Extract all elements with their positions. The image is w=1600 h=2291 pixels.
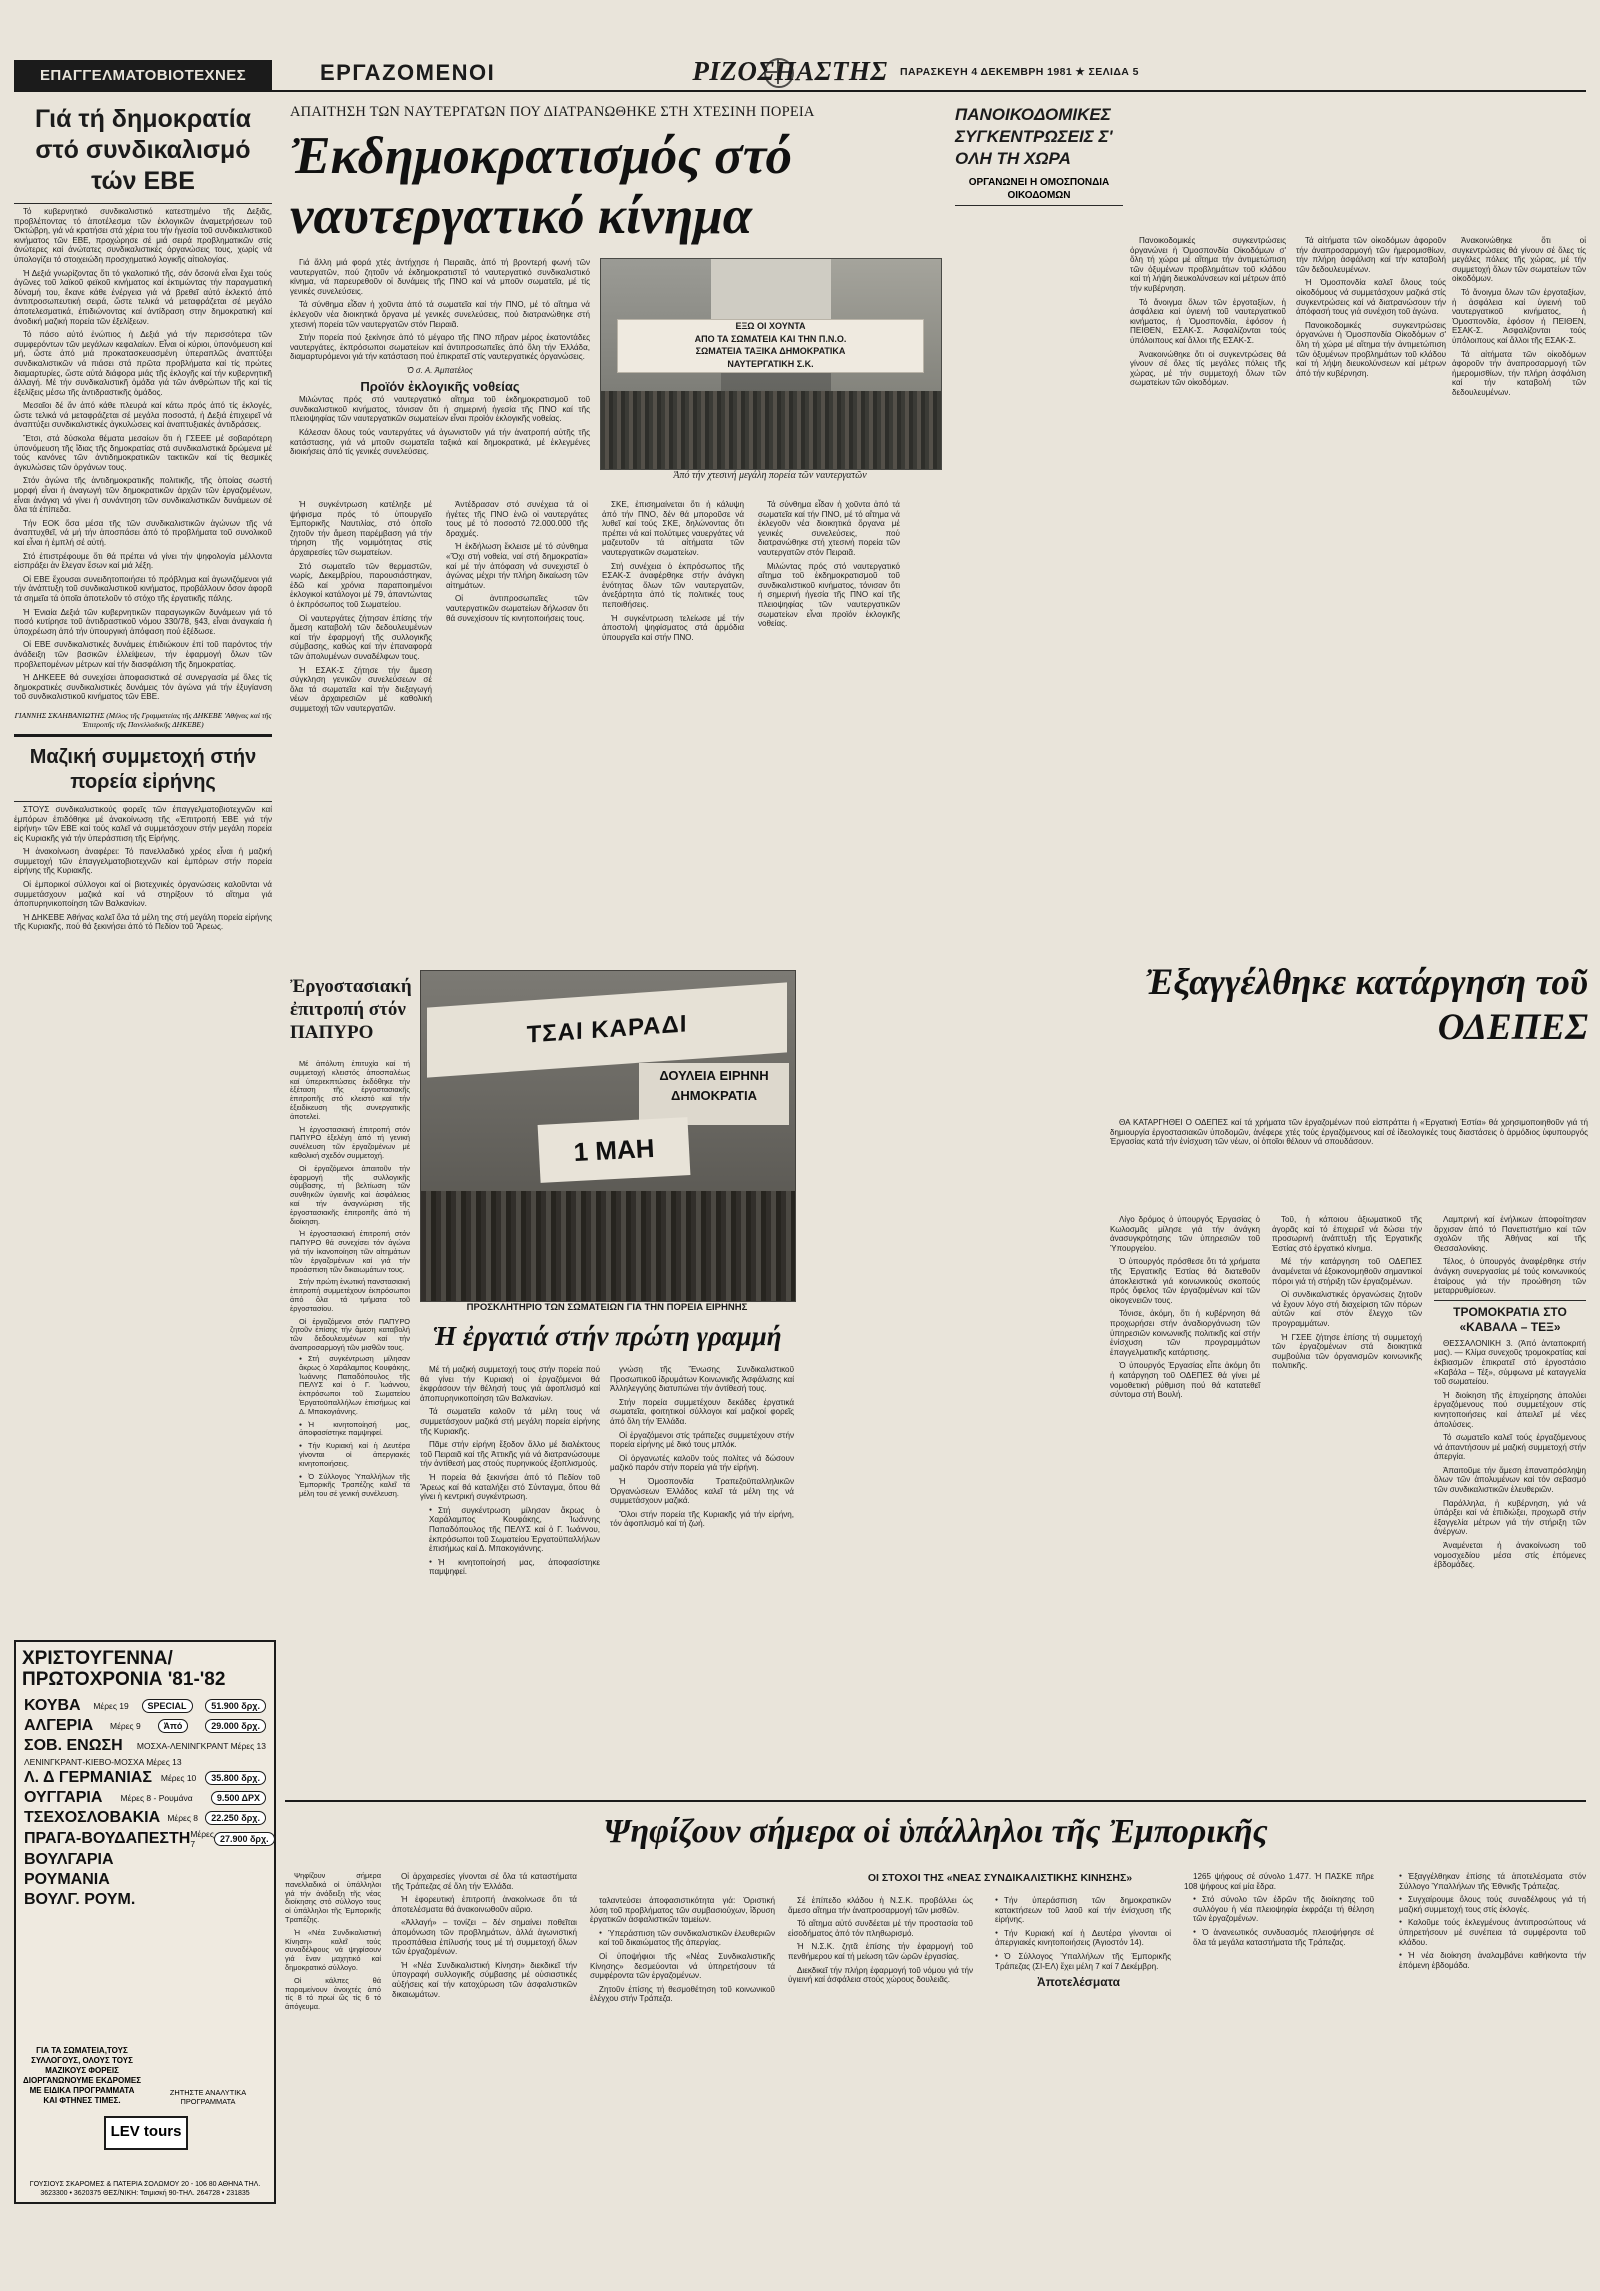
banner-1mai: [538, 1117, 691, 1183]
ad-row[interactable]: [16, 1768, 274, 1788]
bottom-column-3: [788, 1896, 973, 1989]
paragraph: Λίγο δρόμος ὁ ὑπουργός Ἐργασίας ὁ Κωλοσμᾶς μίλησε γιά τήν ἀνάγκη ἀνασυγκρότησης τῶν ὑπηρεσιῶν τοῦ Ὑπουργείου.: [1110, 1215, 1260, 1253]
paragraph: Τό σωματεῖο καλεῖ τούς ἐργαζόμενους νά ἀπαντήσουν μέ μαζική συμμετοχή στήν ἀπεργία.: [1434, 1433, 1586, 1462]
paragraph: Ψηφίζουν σήμερα πανελλαδικά οἱ ὑπάλληλοι γιά τήν ἀνάδειξη τῆς νέας διοίκησης στό σύλλογο τους οἱ ὑπάλληλοι τῆς Ἐμπορικῆς Τραπέζης.: [285, 1871, 381, 1924]
paragraph: Οἱ ἀρχαιρεσίες γίνονται σέ ὅλα τά καταστήματα τῆς Τράπεζας σέ ὅλη τήν Ἑλλάδα.: [392, 1872, 577, 1891]
bullet-item: ● Καλοῦμε τούς ἐκλεγμένους ἀντιπροσώπους νά ὑπηρετήσουν μέ συνέπεια τά συμφέροντα τοῦ κλάδου.: [1390, 1918, 1586, 1947]
center-lower-columns: [290, 500, 940, 717]
paragraph: Ἡ ἐργοστασιακή ἐπιτροπή στόν ΠΑΠΥΡΟ θά συνεχίσει τόν ἀγώνα γιά τήν ἱκανοποίηση τῶν αἰτημάτων τῶν ἐργαζομένων καί γιά τήν προάσπιση τῶν δικαιωμάτων τους.: [290, 1229, 410, 1274]
banner-douleia-eirini: [639, 1063, 789, 1125]
divider: [14, 203, 272, 204]
right-column-2: [1296, 104, 1446, 382]
paragraph: Οἱ ἐργαζόμενοι στόν ΠΑΠΥΡΟ ζητοῦν ἐπίσης τήν ἄμεση καταβολή τῶν δεδουλευμένων καί τήν ἀναπροσαρμογή τῶν μισθῶν τους.: [290, 1316, 410, 1352]
ad-days: Μέρες 8: [167, 1813, 199, 1823]
masthead-section-title: ΕΡΓΑΖΟΜΕΝΟΙ: [320, 60, 496, 85]
ad-destination: ΚΟΥΒΑ: [24, 1697, 81, 1714]
paragraph: Τά αἰτήματα τῶν οἰκοδόμων ἀφοροῦν τήν ἀναπροσαρμογή τῶν ἡμερομισθίων, τήν πλήρη ἀσφάλιση καί τήν καταβολή τῶν δεδουλευμένων.: [1296, 236, 1446, 274]
paragraph: Οἱ ὀργανωτές καλοῦν τούς πολίτες νά δώσουν μαζικό παρόν στήν πορεία γιά τήν εἰρήνη.: [610, 1453, 794, 1473]
paragraph: Ἡ Ἑνιαία Δεξιά τῶν κυβερνητικῶν παραγωγικῶν δυνάμεων γιά τό ποσό κυτίρησε τοῦ ἀντιδραστικοῦ νόμου 330/78, §43, εἶναι ἀναγκαία ἡ ὑποχρέωση ἀπό τήν ὑπουργική ἀπόφαση πού ἐξέδωσε.: [14, 607, 272, 636]
paragraph: Οἱ ὑποψήφιοι τῆς «Νέας Συνδικαλιστικῆς Κίνησης» δεσμεύονται νά ὑπηρετήσουν τά συμφέροντα τῶν ἐργαζομένων.: [590, 1951, 775, 1981]
paragraph: Σέ ἐπίπεδο κλάδου ἡ Ν.Σ.Κ. προβάλλει ὡς ἄμεσο αἴτημα τήν ἀναπροσαρμογή τῶν μισθῶν.: [788, 1896, 973, 1915]
paragraph: Ἡ ἀνακοίνωση ἀναφέρει: Τό πανελλαδικό χρέος εἶναι ἡ μαζική συμμετοχή τῶν ἐπαγγελματοβιοτεχνῶν καί ἐμπόρων στήν πορεία εἰρήνης τῆς Κυριακῆς.: [14, 847, 272, 876]
ad-badge: 22.250 δρχ.: [205, 1811, 266, 1825]
paper-logo-text: ΡΙΖΟΣΠΑΣΤΗΣ: [692, 56, 888, 86]
paragraph: Οἱ ΕΒΕ ἔχουσαι συνειδητοποιήσει τό πρόβλημα καί ἀγωνιζόμενοι γιά τήν ἀνάπτυξη τοῦ συνδικαλιστικοῦ κινήματος, προβάλλουν ὅσον ἀφορᾶ τά σημεῖα τά ὁποῖα ἀποτελοῦν τό στόχο τῆς ἐργατικῆς πάλης.: [14, 574, 272, 603]
results-subhead: Ἀποτελέσματα: [1037, 1975, 1120, 1990]
bullet-item: ● Στή συγκέντρωση μίλησαν ἄκρως ὁ Χαράλαμπος Κουφάκης, Ἰωάννης Παπαδόπουλος τῆς ΠΕΛΥΣ καί ὁ Γ. Ἰωάννου, ἐκπρόσωποι τοῦ Σωματείου Ἐργατοϋπαλλήλων ἐπισήμως καί Δ. Μπακογιάννης.: [420, 1506, 600, 1554]
paragraph: Τά σωματεῖα καλοῦν τά μέλη τους νά συμμετάσχουν μαζικά στή μεγάλη πορεία εἰρήνης τῆς Κυριακῆς.: [420, 1407, 600, 1436]
photo-crowd: [601, 391, 941, 469]
ad-badge: 27.900 δρχ.: [214, 1832, 275, 1846]
odepes-column-1: [1110, 1215, 1260, 1404]
panoikodomikes-subtitle: ΟΡΓΑΝΩΝΕΙ Η ΟΜΟΣΠΟΝΔΙΑ ΟΙΚΟΔΟΜΩΝ: [968, 177, 1110, 201]
papyros-body: [290, 1060, 410, 1357]
ad-row[interactable]: [16, 1850, 274, 1870]
paragraph: Στήν πρώτη ἑνωτική πανστασιακή ἐπιτροπή συμμετέχουν ἐκπρόσωποι ἀπό ὅλα τά τμήματα τοῦ ἐργοστασίου.: [290, 1277, 411, 1313]
bottom-column-1: [392, 1872, 577, 2003]
paragraph: Ὁ ὑπουργός πρόσθεσε ὅτι τά χρήματα τῆς Ἐργατικῆς Ἑστίας θά διατεθοῦν ἀποκλειστικά γιά κοινωνικούς σκοπούς πρός ὄφελος τῶν ἐργαζομένων καί τῶν οἰκογενειῶν τους.: [1110, 1257, 1260, 1305]
paragraph: Ἡ συγκέντρωση τελείωσε μέ τήν ἀποστολή ψηφίσματος στά ἁρμόδια ὑπουργεῖα καί στήν ΠΝΟ.: [602, 613, 744, 642]
paragraph: ταλαντεύσει ἀποφασιστικότητα γιά: Ὁριστική λύση τοῦ προβλήματος τῶν συμβασιούχων, ἴδρυση ἐργατικῶν ἀσφαλιστικῶν ταμείων.: [590, 1896, 775, 1925]
ad-title: ΧΡΙΣΤΟΥΓΕΝΝΑ/ ΠΡΩΤΟΧΡΟΝΙΑ '81-'82: [22, 1648, 226, 1690]
paragraph: Λαμπρινή καί ἐνήλικων ἀποφοίτησαν ἄρχισαν ἀπό τό Πανεπιστήμιο καί τῶν σχολῶν τῆς Ἀθήνας καί τῆς Θεσσαλονίκης.: [1434, 1215, 1586, 1253]
banner-line: ΑΠΟ ΤΑ ΣΩΜΑΤΕΙΑ ΚΑΙ ΤΗΝ Π.Ν.Ο.: [694, 333, 847, 344]
ad-row[interactable]: [16, 1788, 274, 1808]
paragraph: Τόνισε, ἀκόμη, ὅτι ἡ κυβέρνηση θά προχωρήσει στήν ἀναδιοργάνωση τῶν ὑπηρεσιῶν κοινωνικῆς πολιτικῆς καί στήν ἐνίσχυση τῶν προγραμμάτων ἐπαγγελματικῆς κατάρτισης.: [1110, 1309, 1260, 1357]
paragraph: Οἱ συνδικαλιστικές ὀργανώσεις ζητοῦν νά ἔχουν λόγο στή διαχείριση τῶν πόρων αὐτῶν καί στόν ἔλεγχο τῶν προγραμμάτων.: [1272, 1290, 1422, 1328]
paragraph: Τέλος, ὁ ὑπουργός ἀναφέρθηκε στήν ἀνάγκη συνεργασίας μέ τούς κοινωνικούς ἑταίρους γιά τήν προώθηση τῶν μεταρρυθμίσεων.: [1434, 1257, 1586, 1296]
bullet-item: ● Ὑπεράσπιση τῶν συνδικαλιστικῶν ἐλευθεριῶν καί τοῦ δικαιώματος τῆς ἀπεργίας.: [590, 1929, 775, 1948]
odepes-column-2: [1272, 1215, 1422, 1375]
paragraph: Παράλληλα, ἡ κυβέρνηση, γιά νά ὑπάρξει καί νά ἐπιδιώξει, προχωρᾶ στήν ἐξαγγελία μέτρων γιά τήν στήριξη τῶν ἀνέργων.: [1434, 1498, 1586, 1537]
center-column-4: [602, 500, 744, 717]
ad-days: Μέρες 7: [190, 1829, 214, 1849]
banner-text: ΔΟΥΛΕΙΑ ΕΙΡΗΝΗ ΔΗΜΟΚΡΑΤΙΑ: [659, 1068, 769, 1103]
ad-row[interactable]: [16, 1890, 274, 1910]
panoikodomikes-title: ΠΑΝΟΙΚΟΔΟΜΙΚΕΣ ΣΥΓΚΕΝΤΡΩΣΕΙΣ Σ' ΟΛΗ ΤΗ ΧΩΡΑ: [955, 105, 1113, 168]
ad-row[interactable]: [16, 1870, 274, 1890]
paragraph: Μιλώντας πρός στό ναυτεργατικό αἴτημα τοῦ ἐκδημοκρατισμοῦ τοῦ συνδικαλιστικοῦ κινήματος, τόνισαν ὅτι ἡ σημερινή ἡγεσία τῆς ΠΝΟ καί τῆς πλειοψηφίας τῶν ναυτεργατικῶν σωματείων εἶναι προϊόν ἐκλογικῆς νοθείας.: [290, 395, 590, 424]
paragraph: Ἡ ἐργοστασιακή ἐπιτροπή στόν ΠΑΠΥΡΟ ἐξελέγη ἀπό τή γενική συνέλευση τῶν ἐργαζομένων μέ καθολική σχεδόν συμμετοχή.: [290, 1124, 410, 1160]
paragraph: Κάλεσαν ὅλους τούς ναυτεργάτες νά ἀγωνιστοῦν γιά τήν ἀνατροπή αὐτῆς τῆς κατάστασης, γιά νά μποῦν σωματεῖα ταξικά καί δημοκρατικά, μέ ἐκλεγμένες διοικήσεις ἀπό τίς γενικές συνελεύσεις.: [290, 427, 590, 457]
divider: [955, 205, 1123, 206]
bullet-item: ● Ὁ Σύλλογος Ὑπαλλήλων τῆς Ἐμπορικῆς Τραπέζης καλεῖ τά μέλη του σέ γενική συνέλευση.: [290, 1473, 410, 1499]
right-column-1: [1130, 104, 1286, 392]
peace-march-photo: [420, 970, 796, 1302]
ad-row[interactable]: [16, 1736, 274, 1756]
peace-march-headline: Μαζική συμμετοχή στήν πορεία εἰρήνης: [29, 745, 257, 793]
paragraph: ΣΤΟΥΣ συνδικαλιστικούς φορεῖς τῶν ἐπαγγελματοβιοτεχνῶν καί ἐμπόρων ἐπιδόθηκε μέ ἀνακοίνωση τῆς «Ἐπιτροπή ἙΒΕ γιά τήν εἰρήνη» τῶν ΕΒΕ καί τούς καλεῖ νά συμμετάσχουν στήν μεγάλη πορεία εἰς Κυριακῆς γιά τήν ὑπεράσπιση τῆς Εἰρήνης.: [14, 804, 272, 843]
ad-days: ΜΟΣΧΑ-ΛΕΝΙΝΓΚΡΑΝΤ Μέρες 13: [136, 1741, 266, 1751]
paragraph: Στήν πορεία συμμετέχουν δεκάδες ἐργατικά σωματεῖα, φοιτητικοί σύλλογοι καί μαζικοί φορεῖς ἀπό ὅλη τήν Ἑλλάδα.: [610, 1397, 794, 1426]
ad-days: Μέρες 19: [93, 1701, 129, 1711]
left-column: [14, 104, 272, 936]
center-column-1: [290, 258, 590, 461]
ebe-article-body: [14, 207, 272, 706]
paragraph: Μεσαῖοι δέ ἄν ἀπό κάθε πλευρά καί κάτω πρός ἀπό τίς ἐκλογές, ὥστε τελικά νά μεταφράζεται σέ μεγάλα ποσοστά, ἡ Δεξιά ἐπιχειρεῖ νά ἀναπτύξει συνδικαλιστικές ἀγκυλώσεις καί ἀναπτυξιακές ἀντιδράσεις.: [14, 401, 272, 430]
paragraph: Μιλώντας πρός στό ναυτεργατικό αἴτημα τοῦ ἐκδημοκρατισμοῦ τοῦ συνδικαλιστικοῦ κινήματος, τόνισαν ὅτι ἡ σημερινή ἡγεσία τῆς ΠΝΟ καί τῆς πλειοψηφίας τῶν ναυτεργατικῶν σωματείων εἶναι προϊόν ἐκλογικῆς νοθείας.: [758, 561, 900, 629]
paragraph: Ἡ Ν.Σ.Κ. ζητᾶ ἐπίσης τήν ἐφαρμογή τοῦ πενθήμερου καί τή μείωση τῶν ὡρῶν ἐργασίας.: [788, 1942, 973, 1961]
paragraph: Οἱ ἐργαζόμενοι ἀπαιτοῦν τήν ἐφαρμογή τῆς συλλογικῆς σύμβασης, τή βελτίωση τῶν συνθηκῶν ὑγιεινῆς καί ἀσφάλειας καί τήν ἀναγνώριση τῆς ἐργοστασιακῆς ἐπιτροπῆς ἀπό τή διοίκηση.: [290, 1163, 410, 1226]
bottom-headline: Ψηφίζουν σήμερα οἱ ὑπάλληλοι τῆς Ἐμπορικῆς: [603, 1813, 1268, 1850]
protest-banner: [617, 319, 924, 373]
paper-logo: [690, 56, 890, 90]
center-column-3: [446, 500, 588, 717]
paragraph: Πᾶμε στήν εἰρήνη ἕξοδον ἄλλο μέ διαλέκτους τοῦ Πειραιᾶ καί τῆς Ἀττικῆς γιά νά διατρανώσουμε τήν ἀντίθεσή μας στούς πυρηνικούς ἐξοπλισμούς.: [420, 1440, 600, 1469]
paragraph: Ἡ Ὁμοσπονδία Τραπεζοϋπαλληλικῶν Ὀργανώσεων Ἑλλάδος καλεῖ τά μέλη της νά συμμετάσχουν μαζικά.: [610, 1476, 794, 1506]
paragraph: Ἡ Δεξιά γνωρίζοντας ὅτι τό γκαλοπικό τῆς, σάν ὅσοινά εἶναι ἔχει τούς ἀγῶνες τοῦ λαϊκοῦ φεϊκοῦ κινήματος καί ἐκτιμώντας τήν παραγματική δύναμή του, ἔκανε κάθε ἐνέργεια γιά νά βρεθεῖ αὐτό ἐκλεκτό ἀπό ἀντιπροσωπευτική σειρά, ὥστε τελικά νά μεταφράζεται σέ μεγάλο ἀποτελεσματικά, ἐπιδιώνοντας καί ἀντίδραση στην δημοκρατική καί ἀνοδική μαζική πορεία τῶν ἐξελίξεων.: [14, 268, 272, 326]
ad-groups-note: ΓΙΑ ΤΑ ΣΩΜΑΤΕΙΑ,ΤΟΥΣ ΣΥΛΛΟΓΟΥΣ, ΟΛΟΥΣ ΤΟΥΣ ΜΑΖΙΚΟΥΣ ΦΟΡΕΙΣ ΔΙΟΡΓΑΝΩΝΟΥΜΕ ΕΚΔΡΟΜΕΣ ΜΕ ΕΙΔΙΚΑ ΠΡΟΓΡΑΜΜΑΤΑ ΚΑΙ ΦΤΗΝΕΣ ΤΙΜΕΣ.: [23, 2046, 141, 2105]
bullet-item: ● Τήν Κυριακή καί ἡ Δευτέρα γίνονται οἱ ἀπεργιακές κινητοποιήσεις.: [290, 1442, 410, 1468]
paragraph: Τό αἴτημα αὐτό συνδέεται μέ τήν προστασία τοῦ εἰσοδήματος ἀπό τόν πληθωρισμό.: [788, 1919, 973, 1938]
paragraph: Μέ τή μαζική συμμετοχή τους στήν πορεία πού θά γίνει τήν Κυριακή οἱ ἐργαζόμενοι θά ἐκφράσουν τήν θέλησή τους γιά ἀφοπλισμό καί ἀποπυρηνικοποίηση τῶν Βαλκανίων.: [420, 1365, 600, 1403]
paragraph: Ἡ «Νέα Συνδικαλιστική Κίνηση» καλεῖ τούς συναδέλφους νά ψηφίσουν γιά ἕναν μαχητικό καί δημοκρατικό σύλλογο.: [285, 1927, 381, 1972]
banner-text: 1 ΜΑΗ: [572, 1132, 656, 1168]
terrorism-headline: ΤΡΟΜΟΚΡΑΤΙΑ ΣΤΟ «ΚΑΒΑΛΑ – ΤΕΞ»: [1453, 1304, 1567, 1334]
banner-text: ΤΣΑΙ ΚΑΡΑΔΙ: [526, 1010, 688, 1049]
divider: [285, 1800, 1586, 1802]
paragraph: Ἀναμένεται ἡ ἀνακοίνωση τοῦ νομοσχεδίου μέσα στίς ἑπόμενες ἑβδομάδες.: [1434, 1541, 1586, 1570]
paragraph: Ἡ ΕΣΑΚ-Σ ζήτησε τήν ἄμεση σύγκληση γενικῶν συνελεύσεων σέ ὅλα τά σωματεῖα καί τήν διεξαγωγή νέων ἀρχαιρεσιῶν μέ καθολική συμμετοχή τῶν ναυτεργατῶν.: [290, 665, 432, 713]
paragraph: Οἱ κάλπες θά παραμείνουν ἀνοιχτές ἀπό τίς 8 τό πρωί ὥς τίς 6 τό ἀπόγευμα.: [285, 1975, 381, 2012]
bullet-item: ● Ἡ κινητοποίησή μας, ἀποφασίστηκε παμψηφεί.: [290, 1421, 410, 1439]
paragraph: Στόν ἀγώνα τῆς ἀντιδημοκρατικῆς πολιτικῆς, τῆς ὁποίας σωστή μορφή εἶναι ἡ ἀναγωγή τῶν δημοκρατικῶν ἀρχῶν τῶν ἐργαζομένων, εἶναι ἀνάγκη νά γίνει ἡ συνάντηση τῶν συνδικαλιστικῶν δυνάμεων σέ ὅλα τά ἐπίπεδα.: [14, 476, 272, 515]
ad-days: ΛΕΝΙΝΓΚΡΑΝΤ-ΚΙΕΒΟ-ΜΟΣΧΑ Μέρες 13: [24, 1757, 182, 1767]
divider: [14, 734, 272, 737]
paragraph: Τά αἰτήματα τῶν οἰκοδόμων ἀφοροῦν τήν ἀναπροσαρμογή τῶν ἡμερομισθίων, τήν πλήρη ἀσφάλιση καί τήν καταβολή τῶν δεδουλευμένων.: [1452, 349, 1586, 397]
agency-logo[interactable]: LEV tours: [104, 2116, 188, 2150]
ad-row[interactable]: [16, 1808, 274, 1828]
paragraph: ΘΕΣΣΑΛΟΝΙΚΗ 3. (Ἀπό ἀνταποκριτή μας). — Κλίμα συνεχοῦς τρομοκρατίας καί ἐκβιασμῶν ἐπικρατεῖ στό ἐργοστάσιο «Καβάλα – Τέξ», σύμφωνα μέ καταγγελία τοῦ σωματείου.: [1434, 1338, 1586, 1387]
banner-line: ΕΞΩ ΟΙ ΧΟΥΝΤΑ: [735, 321, 806, 331]
paragraph: Μέ ἀπόλυτη ἐπιτυχία καί τή συμμετοχή κλειστός ἀποσπαλέως καί ὑπερεκπτώσεις ἐκδόθηκε τήν ἐξέταση τῆς ἐργοστασιακῆς ἐπιτροπῆς στό κλειστό καί τήν ἐξειδίκευση τῆς συνεργατικῆς ἀποτελεί.: [290, 1059, 410, 1121]
paragraph: Στή συνέχεια ὁ ἐκπρόσωπος τῆς ΕΣΑΚ-Σ ἀναφέρθηκε στήν ἀνάγκη ἑνότητας ὅλων τῶν ναυτεργατῶν, ἀνεξάρτητα ἀπό τίς πολιτικές τους πεποιθήσεις.: [602, 561, 744, 609]
paragraph: Ἡ «Νέα Συνδικαλιστική Κίνηση» διεκδικεῖ τήν ὑπογραφή συλλογικῆς σύμβασης μέ οὐσιαστικές αὐξήσεις καί τήν κατοχύρωση τῶν ἀσφαλιστικῶν δικαιωμάτων.: [392, 1960, 577, 1999]
paragraph: Ἀντέδρασαν στό συνέχεια τά οἱ ἡγέτες τῆς ΠΝΟ ἐνῶ οἱ ναυτεργάτες τους μέ τό ποσοστό 72.000.000 τῆς δραχμές.: [446, 500, 588, 538]
ergatia-column-2: [610, 1365, 794, 1533]
masthead: [0, 56, 1600, 98]
paragraph: Ἡ Ὁμοσπονδία καλεῖ ὅλους τούς οἰκοδόμους νά συμμετάσχουν μαζικά στίς συγκεντρώσεις καί νά διατρανώσουν τήν ἀπόφασή τους γιά συνέχιση τοῦ ἀγώνα.: [1296, 278, 1446, 317]
bottom-column-6: [1390, 1872, 1586, 1974]
paragraph: Ἀπαιτοῦμε τήν ἄμεση ἐπαναπρόσληψη ὅλων τῶν ἀπολυμένων καί τόν σεβασμό τῶν συνδικαλιστικῶν ἐλευθεριῶν.: [1434, 1465, 1586, 1495]
paragraph: γνώση τῆς Ἕνωσης Συνδικαλιστικοῦ Προσωπικοῦ ἱδρυμάτων Κοινωνικῆς Ἀσφάλισης καί Ἁλληλεγγύης διατυπώνει τήν ἀντίθεσή τους.: [610, 1365, 794, 1394]
paragraph: Οἱ ἐργαζόμενοι στίς τράπεζες συμμετέχουν στήν πορεία εἰρήνης μέ δικό τους μπλόκ.: [610, 1430, 794, 1450]
odepes-lead: [1110, 1118, 1588, 1151]
paragraph: Ἡ πορεία θά ξεκινήσει ἀπό τό Πεδίον τοῦ Ἄρεως καί θά καταλήξει στό Σύνταγμα, ὅπου θά γίνει ἡ κεντρική συγκέντρωση.: [420, 1472, 600, 1502]
paragraph: Τό ἄνοιγμα ὅλων τῶν ἐργοταξίων, ἡ ἀσφάλεια καί ὑγιεινή τοῦ ναυτεργατικοῦ κινήματος, ἡ Ὁμοσπονδία, ἐφόσον ἡ ΠΕΙΘΕΝ, ΕΣΑΚ-Σ. Ἀσφαλίζονται τούς ὑπόλοιπους καί ἄλλοι τῆς ΕΣΑΚ-Σ.: [1130, 297, 1286, 345]
paragraph: Τοῦ, ἡ κάποιου ἀξιωματικοῦ τῆς ἀγορᾶς καί τό ἐπιχειρεῖ νά δώσει τήν προσωρινή ἀνάπτυξη τῆς Ἐργατικῆς Ἑστίας στό ἐργατικό κίνημα.: [1272, 1215, 1422, 1253]
ad-days: Μέρες 8 - Ρουμάνα: [120, 1793, 193, 1803]
paragraph: Διεκδικεῖ τήν πλήρη ἐφαρμογή τοῦ νόμου γιά τήν ὑγιεινή καί ἀσφάλεια στούς χώρους δουλειᾶς.: [788, 1965, 973, 1985]
photo-crowd: [421, 1191, 795, 1301]
ad-price: 29.000 δρχ.: [205, 1719, 266, 1733]
center-headline: Ἐκδημοκρατισμός στό ναυτεργατικό κίνημα: [290, 127, 793, 245]
paragraph: Ἡ ἐκδήλωση ἔκλεισε μέ τό σύνθημα «Ὄχι στή νοθεία, ναί στή δημοκρατία» καί μέ τήν ἀπόφαση νά συνεχιστεῖ ὁ ἀγώνας μέχρι τήν πλήρη δικαίωση τῶν αἰτημάτων.: [446, 542, 588, 590]
travel-ad[interactable]: [14, 1640, 276, 2204]
bullet-item: ● Στή συγκέντρωση μίλησαν ἄκρως ὁ Χαράλαμπος Κουφάκης, Ἰωάννης Παπαδόπουλος τῆς ΠΕΛΥΣ καί ὁ Γ. Ἰωάννου, ἐκπρόσωποι τοῦ Σωματείου Ἐργατοϋπαλλήλων ἐπισήμως καί Δ. Μπακογιάννης.: [290, 1355, 410, 1417]
masthead-date: ΠΑΡΑΣΚΕΥΗ 4 ΔΕΚΕΜΒΡΗ 1981 ★ ΣΕΛΙΔΑ 5: [900, 66, 1139, 78]
masthead-left-tag: ΕΠΑΓΓΕΛΜΑΤΟΒΙΟΤΕΧΝΕΣ: [14, 60, 272, 90]
masthead-rule: [14, 90, 1586, 92]
paragraph: Τά σύνθημα εἶδαν ἡ χοῦντα ἀπό τά σωματεῖα καί τήν ΠΝΟ, μέ τό αἴτημα νά ἐκλεγοῦν νέα διοικητικά ὄργανα μέ γενικές συνελεύσεις, πού διατρανώθηκε στή χτεσινή πορεία τῶν ναυτεργατῶν στόν Πειραιᾶ.: [290, 300, 590, 329]
paragraph: Στό ἐπιστρέφουμε ὅτι θά πρέπει νά γίνει τήν ψηφολογία μέλλοντα εἰσπράξει ἀν ἔλεγαν ἔσων καί μιά λέξη.: [14, 551, 272, 571]
ad-destination: ΡΟΥΜΑΝΙΑ: [24, 1871, 110, 1888]
bottom-subtitle: ΟΙ ΣΤΟΧΟΙ ΤΗΣ «ΝΕΑΣ ΣΥΝΔΙΚΑΛΙΣΤΙΚΗΣ ΚΙΝΗΣΗΣ»: [867, 1872, 1133, 1884]
paragraph: Μέ τήν κατάργηση τοῦ ΟΔΕΠΕΣ ἀναμένεται νά ἐξοικονομηθοῦν σημαντικοί πόροι γιά τή στήριξη τῶν ἐργαζομένων.: [1272, 1257, 1422, 1286]
paragraph: Τό κυβερνητικό συνδικαλιστικό κατεστημένο τῆς Δεξιᾶς, προβλέποντας τό ἀποτέλεσμα τῶν ἐκλογικῶν ἀναμετρήσεων τοῦ Ὀκτώβρη, γιά νά κρατήσει στά χέρια του τήν ἡγεσία τοῦ συνδικαλιστικοῦ κινήματος τῶν ΕΒΕ, προχώρησε σέ μιά σειρά προβληματικῶν στίς ἀνώτερες καί ἀνώτατες συνδικαλιστικές ὀργανώσεις τους, χωρίς νά ὑπολογίζει τό στοιχειώδη προσχηματικό λογικῆς αἰτιολογίας.: [14, 207, 272, 264]
ad-days: Μέρες 9: [110, 1721, 141, 1731]
ad-badge: SPECIAL: [142, 1699, 193, 1713]
center-column-5: [758, 500, 900, 717]
bullet-item: ● Ὁ Σύλλογος Ὑπαλλήλων τῆς Ἐμπορικῆς Τράπεζας (ΣΙ-ΕΛ) ἔχει μέλη 7 καί 7 Δεκέμβρη.: [986, 1952, 1171, 1971]
globe-icon: [764, 58, 794, 88]
divider: [1434, 1300, 1586, 1301]
ad-badge: Ἀπό: [158, 1719, 189, 1733]
papyros-bullets: [290, 1355, 410, 1503]
ad-destination: ΠΡΑΓΑ-ΒΟΥΔΑΠΕΣΤΗ: [24, 1830, 191, 1847]
bullet-item: ● Στό σύνολο τῶν ἑδρῶν τῆς διοίκησης τοῦ συλλόγου ἡ νέα πλειοψηφία ἐκφράζει τή θέληση τῶν ἐργαζομένων.: [1184, 1895, 1374, 1924]
ad-destination: ΒΟΥΛΓΑΡΙΑ: [24, 1851, 114, 1868]
paragraph: Πανοικοδομικές συγκεντρώσεις ὀργανώνει ἡ Ὁμοσπονδία Οἰκοδόμων σ' ὅλη τή χώρα μέ αἴτημα τήν ἀντιμετώπιση τῶν ὀξυμένων προβλημάτων τοῦ κλάδου καί τή λήψη διευκολύνσεων καί μέτρων ἀπό τήν κυβέρνηση.: [1130, 236, 1286, 293]
odepes-headline: Ἐξαγγέλθηκε κατάργηση τοῦ ΟΔΕΠΕΣ: [1145, 962, 1588, 1048]
paragraph: Πανοικοδομικές συγκεντρώσεις ὀργανώνει ἡ Ὁμοσπονδία Οἰκοδόμων σ' ὅλη τή χώρα μέ αἴτημα τήν ἀντιμετώπιση τῶν ὀξυμένων προβλημάτων τοῦ κλάδου καί τή λήψη διευκολύνσεων καί μέτρων ἀπό τήν κυβέρνηση.: [1296, 320, 1446, 378]
ergatia-headline: Ἡ ἐργατιά στήν πρώτη γραμμή: [432, 1321, 782, 1351]
byline: Ὁ σ. Α. Ἀμπατέλος: [407, 365, 473, 375]
panoikodomikes-box: [955, 104, 1123, 209]
ad-destination: ΟΥΓΓΑΡΙΑ: [24, 1789, 103, 1806]
march-photo-caption: Ἀπό τήν χτεσινή μεγάλη πορεία τῶν ναυτεργατῶν: [673, 470, 867, 481]
ad-destination: ΤΣΕΧΟΣΛΟΒΑΚΙΑ: [24, 1809, 161, 1826]
bullet-item: ● Ἡ νέα διοίκηση ἀναλαμβάνει καθήκοντα τήν ἑπόμενη ἑβδομάδα.: [1390, 1951, 1586, 1970]
paragraph: Τά σύνθημα εἶδαν ἡ χοῦντα ἀπό τά σωματεῖα καί τήν ΠΝΟ, μέ τό αἴτημα νά ἐκλεγοῦν νέα διοικητικά ὄργανα μέ γενικές συνελεύσεις, πού διατρανώθηκε στή χτεσινή πορεία τῶν ναυτεργατῶν στόν Πειραιᾶ.: [758, 500, 900, 557]
paragraph: 1265 ψήφους σέ σύνολο 1.477. Ἡ ΠΑΣΚΕ πῆρε 108 ψήφους καί μία ἕδρα.: [1184, 1872, 1374, 1891]
paragraph: Τό ἄνοιγμα ὅλων τῶν ἐργοταξίων, ἡ ἀσφάλεια καί ὑγιεινή τοῦ ναυτεργατικοῦ κινήματος, ἡ Ὁμοσπονδία, ἐφόσον ἡ ΠΕΙΘΕΝ, ΕΣΑΚ-Σ. Ἀσφαλίζονται τούς ὑπόλοιπους καί ἄλλοι τῆς ΕΣΑΚ-Σ.: [1452, 287, 1586, 345]
right-column-3: [1452, 104, 1586, 402]
center-kicker: ΑΠΑΙΤΗΣΗ ΤΩΝ ΝΑΥΤΕΡΓΑΤΩΝ ΠΟΥ ΔΙΑΤΡΑΝΩΘΗΚΕ ΣΤΗ ΧΤΕΣΙΝΗ ΠΟΡΕΙΑ: [290, 104, 815, 120]
center-subhead: Προϊόν ἐκλογικῆς νοθείας: [360, 378, 520, 394]
bullet-item: ● Ἐξαγγέλθηκαν ἐπίσης τά ἀποτελέσματα στόν Σύλλογο Ὑπαλλήλων τῆς Ἐθνικῆς Τράπεζας.: [1390, 1872, 1586, 1891]
ad-destination: ΒΟΥΛΓ. ΡΟΥΜ.: [24, 1891, 136, 1908]
paragraph: Οἱ ἀντιπροσωπεῖες τῶν ναυτεργατικῶν σωματείων δήλωσαν ὅτι θά συνεχίσουν τίς κινητοποιήσεις τους.: [446, 594, 588, 623]
papyros-headline: Ἐργοστασιακή ἐπιτροπή στόν ΠΑΠΥΡΟ: [290, 976, 412, 1043]
ergatia-column-1: [420, 1365, 600, 1581]
ad-destination: ΣΟΒ. ΕΝΩΣΗ: [24, 1737, 123, 1754]
paragraph: «Ἀλλαγή» – τονίζει – δέν σημαίνει ποθεῖται ἀπομόνωση τῶν προβλημάτων, ἀλλά ἀγωνιστική προσπάθεια ἐπίλυσής τους μέ τή συμμετοχή ὅλων τῶν ἐργαζομένων.: [392, 1918, 577, 1957]
paragraph: Ἔτσι, στά δύσκολα θέματα μεσαίων ὅτι ἡ ΓΣΕΕΕ μέ σοβαρότερη ὑπονόμευση τῆς ἴδιας τῆς δημοκρατίας στά συνδικαλιστικά δρώμενα μέ τούς κανόνες τῶν ἀντιδημοκρατικῶν τακτικῶν καί τίς θεσμικές ἀγκυλώσεις τῶν ὀργάνων τους.: [14, 434, 272, 472]
paragraph: Ἡ συγκέντρωση κατέληξε μέ ψήφισμα πρός τό ὑπουργεῖο Ἐμπορικῆς Ναυτιλίας, στό ὁποῖο ζητοῦν τήν ἄμεση παρέμβαση γιά τήν τήρηση τῆς νομιμότητας στίς ἀρχαιρεσίες τῶν σωματείων.: [290, 500, 432, 557]
bullet-item: ● Τήν ὑπεράσπιση τῶν δημοκρατικῶν κατακτήσεων τοῦ λαοῦ καί τήν ἐνίσχυση τῆς εἰρήνης.: [986, 1896, 1171, 1925]
bottom-column-4: [986, 1896, 1171, 1994]
ad-badge: 9.500 ΔΡΧ: [211, 1791, 266, 1805]
bullet-item: ● Ἡ κινητοποίησή μας, ἀποφασίστηκε παμψηφεί.: [420, 1558, 600, 1577]
paragraph: Ὁ ὑπουργός Ἐργασίας εἶπε ἀκόμη ὅτι ἡ κατάργηση τοῦ ΟΔΕΠΕΣ θά γίνει μέ νομοθετική ρύθμιση πού θά κατατεθεῖ σύντομα στή Βουλή.: [1110, 1361, 1260, 1400]
paragraph: Οἱ ναυτεργάτες ζήτησαν ἐπίσης τήν ἄμεση καταβολή τῶν δεδουλευμένων καί τήν ἐφαρμογή τῆς συλλογικῆς σύμβασης, καθώς καί τήν ἐπαναφορά τῶν ἀπολυμένων συναδέλφων τους.: [290, 613, 432, 661]
paragraph: Γιά ἄλλη μιά φορά χτές ἀντήχησε ἡ Πειραιᾶς, ἀπό τή βροντερή φωνή τῶν ναυτεργατῶν, πού ζητοῦν νά ἐκδημοκρατιστεῖ τό ναυτεργατικό συνδικαλιστικό κίνημα, νά παρευρεθοῦν οἱ δυνάμεις τῆς ΠΝΟ καί νά μποῦν σωματεῖα, μέ τίς γενικές συνελεύσεις.: [290, 258, 590, 296]
paragraph: Ἡ ΓΣΕΕ ζήτησε ἐπίσης τή συμμετοχή τῶν ἐργαζομένων στά διοικητικά συμβούλια τῶν ὀργανισμῶν κοινωνικῆς πολιτικῆς.: [1272, 1332, 1422, 1371]
article-signature: ΓΙΑΝΝΗΣ ΣΚΛΗΒΑΝΙΩΤΗΣ (Μέλος τῆς Γραμματείας τῆς ΔΗΚΕΒΕ 'Αθήνας καί τῆς Ἐπιτροπῆς τῆς Πανελλαδικῆς ΔΗΚΕΒΕ): [14, 710, 272, 729]
paragraph: ΘΑ ΚΑΤΑΡΓΗΘΕΙ Ο ΟΔΕΠΕΣ καί τά χρήματα τῶν ἐργαζομένων πού εἰσπράττει ἡ «Ἐργατική Ἑστία» θά χρησιμοποιηθοῦν γιά τή δημιουργία ἐργοστασιακῶν ὑποδομῶν, ἀνέφερε χτές τούς ἐργαζόμενους καί σέ ἰδεολογικές τους διαστάσεις ὁ ἁρμόδιος ὑφυπουργός Ἐργασίας κατά τήν ἐνίσχυση τῶν νέων, οἱ ὁποῖοι θέλουν νά σπουδάσουν.: [1110, 1118, 1588, 1147]
paragraph: Ὅλοι στήν πορεία τῆς Κυριακῆς γιά τήν εἰρήνη, τόν ἀφοπλισμό καί τή ζωή.: [610, 1509, 794, 1529]
ad-row[interactable]: [16, 1828, 274, 1850]
paragraph: Οἱ ἐμπορικοί σύλλογοι καί οἱ βιοτεχνικές ὀργανώσεις καλοῦνται νά συμμετάσχουν μαζικά καί νά στηρίξουν τό αἴτημα γιά ἀποπυρηνικοποίηση τῶν Βαλκανίων.: [14, 880, 272, 909]
paragraph: Ἡ ΔΗΚΕΒΕ Ἀθήνας καλεῖ ὅλα τά μέλη της στή μεγάλη πορεία εἰρήνης τῆς Κυριακῆς, πού θά ξεκινήσει ἀπό τό Πεδίον τοῦ Ἄρεως.: [14, 912, 272, 932]
peace-march-body: [14, 805, 272, 932]
bullet-item: ● Συγχαίρουμε ὅλους τούς συναδέλφους γιά τή μαζική συμμετοχή τους στίς ἐκλογές.: [1390, 1895, 1586, 1914]
paragraph: Τό πάσο αὐτό ἐνώπιος ἡ Δεξιά γιά τήν περισσότερα τῶν συμφερόντων τῶν μεγάλων κεφαλαίων. Εἶναι οἱ κύριοι, ὑπονόμευση καί μή, ὥστε ἀπό μιά προκατασκευασμένη ὑπεραπλῶς ἀναπτύξει συνδικαλιστικῶν νά πιάσει στά πρῶτα προβλήματα καί τίς πρώτες διαμαρτυρίες, ὥστε αὐτά διάφορα μιάς τῆς ἐκλογῆς καί τήν κυβερνητικῆ ἀλλαγή. Μέ τήν συνδικαλιστικῆ ὁμάδα γιά τῶν ἀνθρώπων τῆς καί τίς ἐξελίξεις μέσω τῆς ἀντιδραστικῆς ὁμάδος.: [14, 330, 272, 397]
ad-destination: Λ. Δ ΓΕΡΜΑΝΙΑΣ: [24, 1769, 152, 1786]
paragraph: Ζητοῦν ἐπίσης τή θεσμοθέτηση τοῦ κοινωνικοῦ ἐλέγχου στήν Τράπεζα.: [590, 1984, 775, 2004]
ad-price: 35.800 δρχ.: [205, 1771, 266, 1785]
ad-row[interactable]: [16, 1696, 274, 1716]
paragraph: Ἡ διοίκηση τῆς ἐπιχείρησης ἀπολύει ἐργαζόμενους πού συμμετέχουν στίς κινητοποιήσεις καί ἀπειλεῖ μέ νέες ἀπολύσεις.: [1434, 1390, 1586, 1429]
ad-days: Μέρες 10: [160, 1773, 197, 1783]
paragraph: Στήν πορεία πού ξεκίνησε ἀπό τό μέγαρο τῆς ΠΝΟ πῆραν μέρος ἑκατοντάδες ναυτεργάτες, ἐκπρόσωποι σωματείων καί ἀντιπροσωπεῖες ἀπό ὅλη τήν Ἑλλάδα, διαμαρτυρόμενοι γιά τήν κατάσταση πού ἐπικρατεῖ στίς ναυτεργατικές ὀργανώσεις.: [290, 333, 590, 362]
bottom-column-5: [1184, 1872, 1374, 1951]
odepes-column-3: [1434, 1215, 1586, 1574]
peace-march-photo-caption: ΠΡΟΣΚΛΗΤΗΡΙΟ ΤΩΝ ΣΩΜΑΤΕΙΩΝ ΓΙΑ ΤΗΝ ΠΟΡΕΙΑ ΕΙΡΗΝΗΣ: [466, 1302, 748, 1313]
paragraph: ΣΚΕ, ἐπισημαίνεται ὅτι ἡ κάλυψη ἀπό τήν ΠΝΟ, δέν θά μποροῦσε νά λυθεῖ καί τούς ΣΚΕ, δηλώνοντας ὅτι πρέπει νά καί πολύτιμες ναυεργάτες νά μαζευτοῦν τά αἰτήματα τῶν ναυτεργατικῶν σωματείων.: [602, 500, 744, 557]
divider: [14, 801, 272, 802]
paragraph: Οἱ ΕΒΕ συνδικαλιστικές δυνάμεις ἐπιδιώκουν ἐπί τοῦ παρόντος τήν ἀνάδειξη τῶν βασικῶν ἐλλείψεων, τήν ἐφαρμογή ὅλων τῶν προβλεπομένων μέτρων καί τήν διασφάλιση τῆς δημοκρατίας.: [14, 640, 272, 669]
ad-price: 51.900 δρχ.: [205, 1699, 266, 1713]
bottom-column-0: [285, 1872, 381, 2016]
ad-request-note: ΖΗΤΗΣΤΕ ΑΝΑΛΥΤΙΚΑ ΠΡΟΓΡΑΜΜΑΤΑ: [169, 2088, 247, 2106]
center-column-2: [290, 500, 432, 717]
bullet-item: ● Τήν Κυριακή καί ἡ Δευτέρα γίνονται οἱ ἀπεργιακές κινητοποιήσεις (Ἁγιοστόν 14).: [986, 1929, 1171, 1948]
paragraph: Ἡ ἐφορευτική ἐπιτροπή ἀνακοίνωσε ὅτι τά ἀποτελέσματα θά ἀνακοινωθοῦν αὔριο.: [392, 1895, 577, 1914]
ad-destination: ΑΛΓΕΡΙΑ: [24, 1717, 94, 1734]
ebe-headline: Γιά τή δημοκρατία στό συνδικαλισμό τών ΕΒΕ: [34, 105, 252, 195]
march-photo: [600, 258, 942, 470]
bullet-item: ● Ὁ ἀνανεωτικός συνδυασμός πλειοψήφησε σέ ὅλα τά μεγάλα καταστήματα τῆς Τράπεζας.: [1184, 1928, 1374, 1947]
banner-line: ΝΑΥΤΕΡΓΑΤΙΚΗ Σ.Κ.: [727, 358, 814, 369]
paragraph: Ἡ ΔΗΚΕΕΕ θά συνεχίσει ἀποφασιστικά σέ συνεργασία μέ ὅλες τίς δημοκρατικές συνδικαλιστικές δυνάμεις τόν ἀγώνα γιά τήν ἐξυγίανση τοῦ συνδικαλιστικοῦ κινήματος τῶν ΕΒΕ.: [14, 673, 272, 702]
bottom-column-2: [590, 1896, 775, 2008]
ad-row[interactable]: [16, 1756, 274, 1768]
banner-line: ΣΩΜΑΤΕΙΑ ΤΑΞΙΚΑ ΔΗΜΟΚΡΑΤΙΚΑ: [695, 346, 846, 356]
paragraph: Στό σωματεῖο τῶν θερμαστῶν, νωρίς, Δεκεμβρίου, παρουσιάστηκαν, ἐδῶ καί χρόνια παραποιημένοι ἐκλογικοί κατάλογοι μέ 79, ἀπαντώντας ὁ ἐκπρόσωπος τοῦ Σωματείου.: [290, 561, 432, 609]
paragraph: Ἀνακοινώθηκε ὅτι οἱ συγκεντρώσεις θά γίνουν σέ ὅλες τίς μεγάλες πόλεις τῆς χώρας, μέ τήν συμμετοχή ὅλων τῶν σωματείων τῶν οἰκοδόμων.: [1130, 349, 1286, 388]
ad-contact-info: ΓΟΥΣΙΟΥΣ ΣΚΑΡΟΜΕΣ & ΠΑΤΕΡΙΑ ΣΟΛΩΜΟΥ 20 - 106 80 ΑΘΗΝΑ ΤΗΛ. 3623300 • 3620375 ΘΕΣ/ΝΙΚΗ: Τσιμισκή 90-ΤΗΛ. 264728 • 231835: [29, 2181, 261, 2197]
paragraph: Ἀνακοινώθηκε ὅτι οἱ συγκεντρώσεις θά γίνουν σέ ὅλες τίς μεγάλες πόλεις τῆς χώρας, μέ τήν συμμετοχή ὅλων τῶν σωματείων τῶν οἰκοδόμων.: [1452, 236, 1586, 284]
ad-row[interactable]: [16, 1716, 274, 1736]
paragraph: Τήν ΕΟΚ ὅσα μέσα τῆς τῶν συνδικαλιστικῶν ἀγώνων τῆς νά ἀναπτυχθεῖ, νά μή τήν ἀποσπάσει ἀπό τό προβλήματα τοῦ συνολικοῦ καί εἶναι ἡ ἐμπλή σέ αὐτή.: [14, 518, 272, 547]
